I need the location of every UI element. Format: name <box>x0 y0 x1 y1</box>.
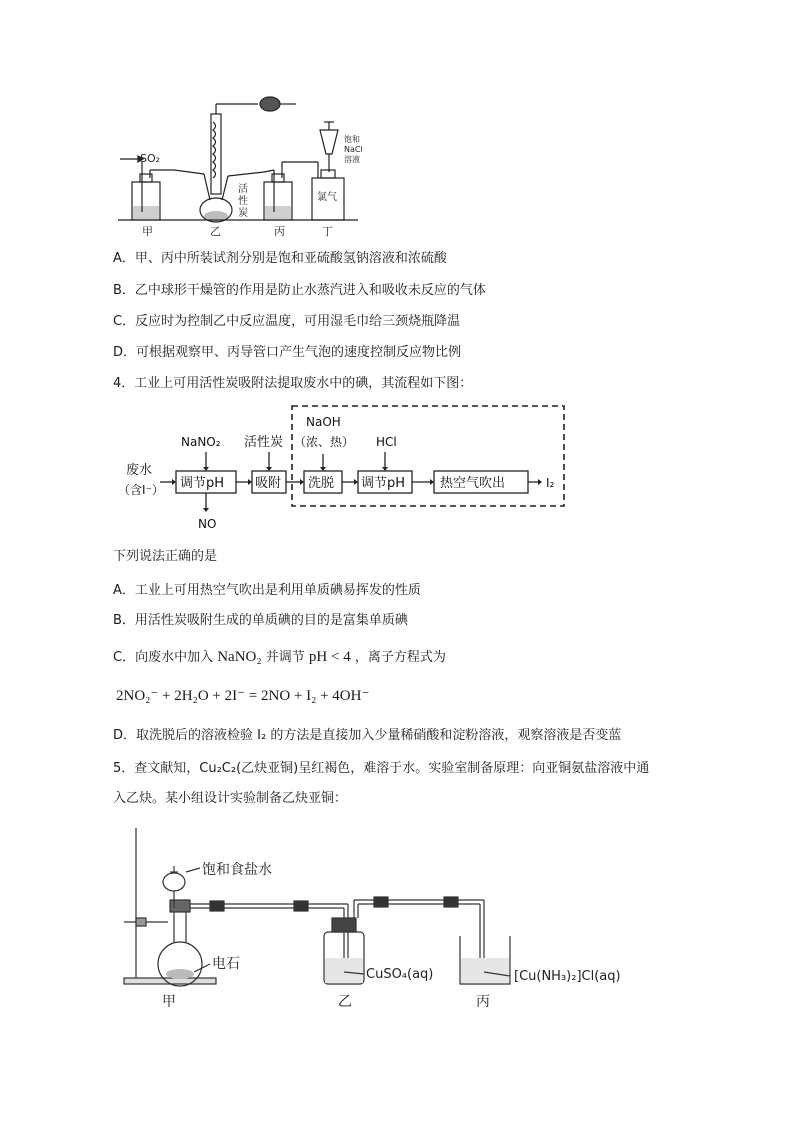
fig2-cuso4-label: CuSO₄(aq) <box>366 967 434 982</box>
flow-step-elute: 洗脱 <box>308 476 335 491</box>
q3-option-c: C．反应时为控制乙中反应温度，可用湿毛巾给三颈烧瓶降温 <box>113 314 461 329</box>
flow-output-i2: I₂ <box>546 476 555 490</box>
funnel-label-line-1: 饱和 <box>344 135 360 144</box>
q4-equation: 2NO₂⁻ + 2H₂O + 2I⁻ = 2NO + I₂ + 4OH⁻ <box>116 688 370 704</box>
q4-option-c-suffix: ，离子方程式为 <box>354 650 446 665</box>
q4-option-c-prefix: C．向废水中加入 <box>113 650 214 665</box>
q5-stem-line2: 入乙炔。某小组设计实验制备乙炔亚铜： <box>113 791 348 806</box>
flow-step-adjust-ph-1: 调节pH <box>180 476 225 491</box>
flow-input-line2: （含I⁻） <box>118 483 164 497</box>
flow-reagent-hcl: HCl <box>376 435 397 449</box>
flow-reagent-naoh: NaOH <box>306 415 341 429</box>
so2-label: SO₂ <box>140 152 161 165</box>
fig2-complex-label: [Cu(NH₃)₂]Cl(aq) <box>514 969 621 984</box>
q3-option-b: B．乙中球形干燥管的作用是防止水蒸汽进入和吸收未反应的气体 <box>113 283 486 298</box>
q4-option-c-ph: pH < 4 <box>308 649 351 665</box>
flow-reagent-carbon: 活性炭 <box>244 435 284 450</box>
activated-carbon-char-3: 炭 <box>238 208 248 219</box>
flow-reagent-nano2: NaNO₂ <box>181 435 221 449</box>
q4-option-d: D．取洗脱后的溶液检验 I₂ 的方法是直接加入少量稀硝酸和淀粉溶液，观察溶液是否变蓝 <box>113 728 622 743</box>
activated-carbon-char-1: 活 <box>238 184 248 195</box>
activated-carbon-char-2: 性 <box>238 196 248 207</box>
fig2-label-yi: 乙 <box>338 994 352 1010</box>
flow-step-adjust-ph-2: 调节pH <box>361 476 406 491</box>
funnel-label-line-3: 溶液 <box>344 155 360 164</box>
fig2-carbide-label: 电石 <box>212 956 240 972</box>
flow-byproduct-no: NO <box>198 517 217 531</box>
apparatus-figure-1 <box>118 92 388 242</box>
q4-option-c <box>113 648 446 667</box>
fig2-funnel-label: 饱和食盐水 <box>202 862 272 878</box>
fig2-label-jia: 甲 <box>162 994 176 1010</box>
q4-question: 下列说法正确的是 <box>113 549 218 564</box>
funnel-label-line-2: NaCl <box>344 145 363 154</box>
q4-option-b: B．用活性炭吸附生成的单质碘的目的是富集单质碘 <box>113 613 408 628</box>
chlorine-label: 氯气 <box>317 192 337 203</box>
flow-step-adsorb: 吸附 <box>255 476 282 491</box>
q4-option-c-mid: 并调节 <box>265 650 305 665</box>
q3-option-d: D．可根据观察甲、丙导管口产生气泡的速度控制反应物比例 <box>113 345 462 360</box>
label-yi: 乙 <box>210 225 221 238</box>
label-bing: 丙 <box>274 225 285 238</box>
label-ding: 丁 <box>322 225 333 238</box>
q3-option-a: A．甲、丙中所装试剂分别是饱和亚硫酸氢钠溶液和浓硫酸 <box>113 251 447 266</box>
iodine-flowchart <box>118 402 578 534</box>
flow-reagent-naoh-condition: （浓、热） <box>294 435 355 449</box>
label-jia: 甲 <box>142 225 153 238</box>
q4-option-a: A．工业上可用热空气吹出是利用单质碘易挥发的性质 <box>113 583 421 598</box>
q5-stem-line1: 5．查文献知，Cu₂C₂(乙炔亚铜)呈红褐色，难溶于水。实验室制备原理：向亚铜氨盐溶液中通 <box>113 761 650 776</box>
flow-step-hot-air: 热空气吹出 <box>440 476 506 491</box>
fig2-label-bing: 丙 <box>476 994 490 1010</box>
flow-input-line1: 废水 <box>126 463 153 478</box>
q4-stem: 4．工业上可用活性炭吸附法提取废水中的碘，其流程如下图： <box>113 376 473 391</box>
q4-option-c-reagent: NaNO₂ <box>217 649 262 665</box>
apparatus-figure-2 <box>118 822 638 1014</box>
